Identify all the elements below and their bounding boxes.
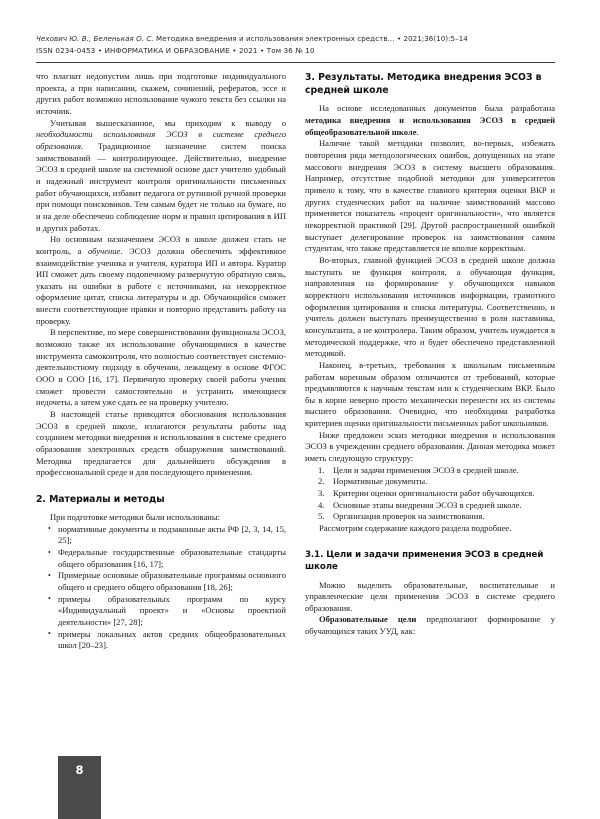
paragraph-methodology-developed [305,103,555,138]
list-item-text: Нормативные документы. [333,476,428,487]
running-head-line-citation [36,33,555,45]
text-run: На основе исследованных документов была разработана [319,103,555,114]
list-item-text: Цели и задачи применения ЭСОЗ в средней школе. [333,464,519,475]
page-number: 8 [75,763,84,777]
list-item: • примеры локальных актов средних общеобразовательных школ [20–23]. [36,629,286,652]
body-columns [36,71,555,771]
list-item-number: 1. [318,464,325,475]
list-item-text: Основные этапы внедрения ЭСОЗ в средней школе. [333,499,522,510]
text-run: Но основным назначением ЭСОЗ в школе должен стать не контроль, а [36,234,286,256]
heading-results: 3. Результаты. Методика внедрения ЭСОЗ в средней школе [305,72,542,97]
text-run: предполагают формирование у обучающихся таких УУД, как: [305,614,555,637]
right-column [305,71,555,638]
running-head [36,33,555,56]
list-item: • примеры образовательных программ по курсу «Индивидуальный проект» и «Основы проектной деятельности» [27, 28]; [36,594,286,629]
strong-methodology-name: методика внедрения и использования ЭСОЗ в средней общеобразовательной школе [305,115,555,137]
paragraph-continued: что плагиат недопустим лишь при подготовке индивидуального проекта, а при написании, скажем, сочинений, рефератов, эссе и других работ возможно использование чужого текста без ссылки на источник. [36,71,286,116]
list-item: • Федеральные государственные образовательные стандарты общего образования [16, 17]; [36,547,286,570]
paragraph-section-preview: Рассмотрим содержание каждого раздела подробнее. [319,523,512,534]
text-run: . ЭСОЗ должна обеспечить эффективное взаимодействие ученика и учителя, куратора ИП и автора. Куратор ИП сможет дать своему подопечному развернутую обратную связь, указать на ошибки в работе с источниками, на некорректное оформление цитат, списка литературы и др. Обучающийся сможет внести соответствующие правки и повторно представить работу на проверку. [36,245,286,326]
emphasis-need-of-use: необходимости использования ЭСОЗ в системе среднего образования [36,129,286,151]
paragraph-structure-intro: Ниже предложен эскиз методики внедрения и использования ЭСОЗ в учреждении среднего образования. Данная методика может иметь следующую структуру: [305,429,555,464]
methodology-structure-list [305,465,555,523]
paragraph-methodology-sources-intro: При подготовке методики были использованы: [50,512,220,523]
list-item [305,488,555,500]
emphasis-teaching: обучение [88,245,121,256]
running-head-title-citation: Методика внедрения и использования электронных средств… • 2021;36(10):5–14 [153,34,468,43]
text-run: . [416,126,419,137]
list-item-number: 5. [318,511,325,522]
list-item [305,465,555,477]
paragraph-firstly: Наличие такой методики позволит, во-первых, избежать повторения ряда методологических ошибок, допущенных на этапе массового внедрения ЭСОЗ в систему высшего образования. Например, отсутствие подобной методики для университетов привело к тому, что в качестве главного критерия оценки ВКР и других студенческих работ на наличие заимствований массово применяется показатель «процент оригинальности», что является некорректной практикой [29]. Другой распространенной ошибкой выступает делегирование проверок на заимствования самим студентам, что также представляется не вполне корректным. [305,138,555,254]
spacer [305,535,555,549]
strong-educational-goals: Образовательные цели [319,614,417,625]
header-rule [36,62,555,63]
list-item-text: Критерии оценки оригинальности работ обучающихся. [333,488,535,499]
list-item: • нормативные документы и подзаконные акты РФ [2, 3, 14, 15, 25]; [36,524,286,547]
list-item-number: 3. [318,488,325,499]
page-number-badge [58,756,101,819]
list-item-number: 2. [318,476,325,487]
paragraph-goal-types: Можно выделить образовательные, воспитательные и управленческие цели применения ЭСОЗ в системе среднего образования. [305,579,555,613]
list-item [305,476,555,488]
list-item-text: Организация проверок на заимствования. [333,511,485,522]
paragraph-article-scope: В настоящей статье приводятся обоснования использования ЭСОЗ в средней школе, излагаются результаты работы над созданием методики внедрения и использования в системе среднего образования электронных средств обнаружения заимствований. Методика предлагается для дальнейшего обсуждения в профессиональной среде и для последующего применения. [36,409,286,478]
heading-goals-and-tasks: 3.1. Цели и задачи применения ЭСОЗ в средней школе [305,549,544,573]
paragraph-conclusion-need [36,118,286,235]
left-column [36,71,286,652]
spacer [36,479,286,493]
materials-bullet-list [36,524,286,652]
list-item [305,500,555,512]
list-item [305,511,555,523]
heading-materials-and-methods: 2. Материалы и методы [36,493,165,505]
paragraph-secondly: Во-вторых, главной функцией ЭСОЗ в средней школе должна выступать не функция контроля, а обучающая функция, направленная на формирование у обучающихся навыков корректного использования источников информации, грамотного оформления цитирования и списка литературы. Соответственно, и учитель должен выступать преимущественно в роли наставника, консультанта, а не контролера. Таким образом, учитель нуждается в методической поддержке, что и будет обеспечено представленной методикой. [305,254,555,359]
paragraph-perspective: В перспективе, по мере совершенствования функционала ЭСОЗ, возможно также их использование обучающимися в качестве инструмента самоконтроля, что полностью соответствует системно-деятельностному подходу в обучении, лежащему в основе ФГОС ООО и СОО [16, 17]. Первичную проверку своей работы ученик сможет провести самостоятельно и устранить имеющиеся недочеты, а затем уже сдать ее на проверку учителю. [36,327,286,408]
paragraph-educational-goals [305,614,555,637]
running-head-line-issn: ISSN 0234-0453 • ИНФОРМАТИКА И ОБРАЗОВАНИЕ • 2021 • Том 36 № 10 [36,45,315,55]
list-item-number: 4. [318,499,325,510]
list-item: • Примерные основные образовательные программы основного общего и среднего общего образования [18, 26]; [36,570,286,593]
running-head-authors: Чехович Ю. В., Беленькая О. С. [36,34,154,43]
paragraph-main-purpose [36,234,286,327]
text-run: . Традиционное назначение систем поиска заимствований — контролирующее. Действительно, внедрение ЭСОЗ в средней школе на системной основе даст учителю удобный и надежный инструмент контроля оригинальности письменных работ обучающихся, избавит педагога от рутинной ручной проверки при помощи поисковиков. Тем самым будет не только на бумаге, но и на деле обеспечено соблюдение норм и правил цитирования в ИП и других работах. [36,140,286,233]
paragraph-thirdly: Наконец, в-третьих, требования к школьным письменным работам коренным образом отличаются от требований, которые предъявляются к научным текстам или к студенческим ВКР. Было бы в корне неверно просто механически перенести их из системы высшего образования. Очевидно, что необходима разработка критериев оценки оригинальности письменных работ школьников. [305,359,555,429]
text-run: Учитывая вышесказанное, мы приходим к выводу о [50,117,286,128]
